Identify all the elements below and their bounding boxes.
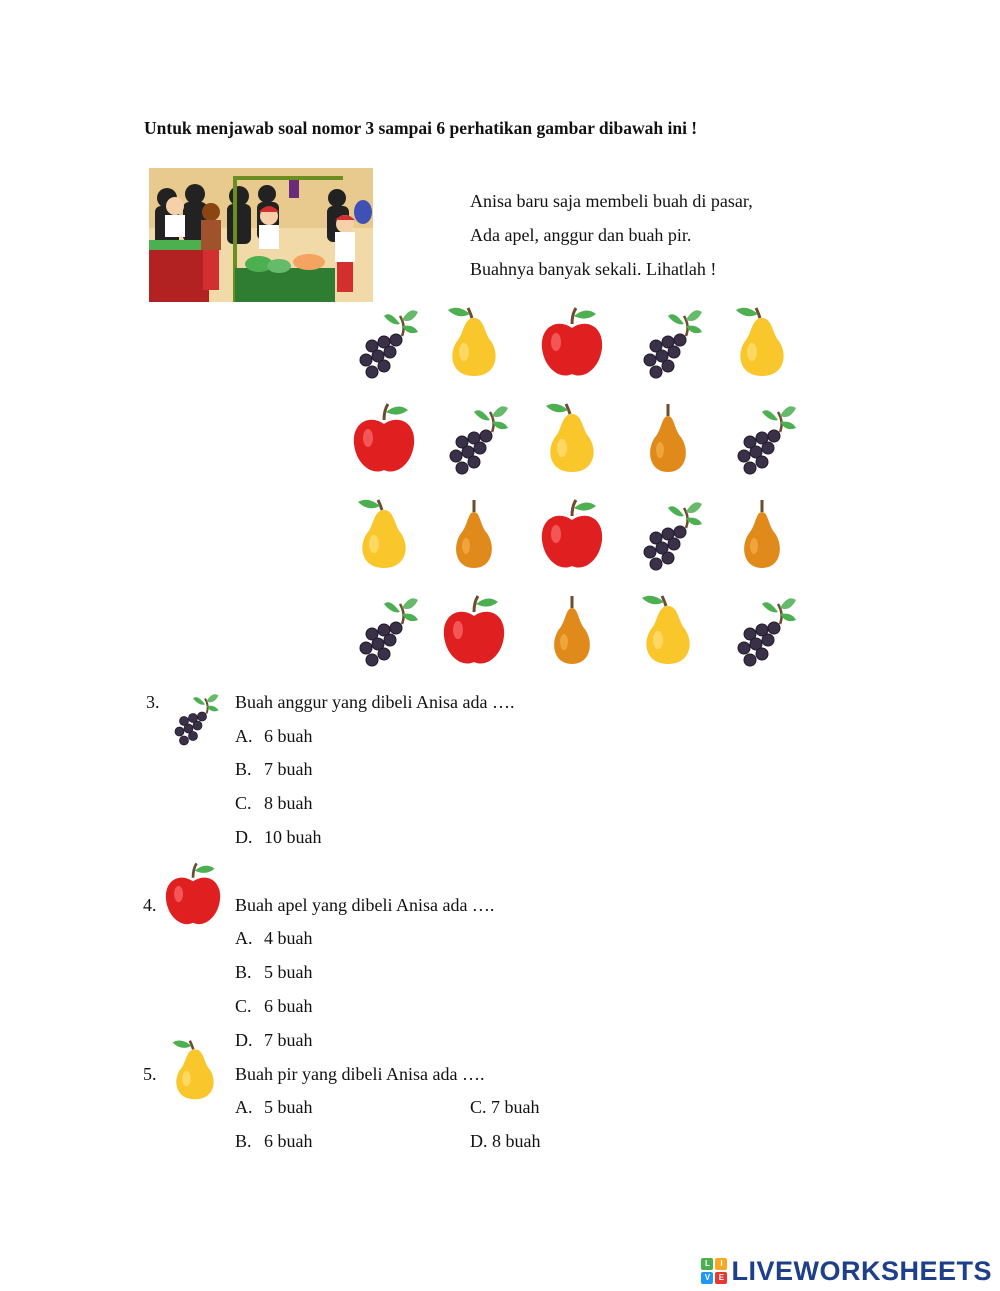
- question-3-option-b[interactable]: B. 7 buah: [235, 759, 313, 779]
- question-3-number: 3.: [146, 692, 160, 712]
- grape-icon: [726, 398, 798, 478]
- orange-pear-icon: [438, 494, 510, 574]
- story-line: Anisa baru saja membeli buah di pasar,: [470, 191, 753, 211]
- orange-pear-icon: [536, 590, 608, 670]
- fruit-grid: [340, 300, 810, 680]
- question-5-option-c[interactable]: C. 7 buah: [470, 1097, 540, 1117]
- logo-block: V: [701, 1272, 713, 1284]
- pear-icon: [348, 494, 420, 574]
- question-3-option-d[interactable]: D. 10 buah: [235, 827, 322, 847]
- logo-block: L: [701, 1258, 713, 1270]
- apple-icon: [438, 590, 510, 670]
- question-5-number: 5.: [143, 1064, 157, 1084]
- grape-icon: [348, 302, 420, 382]
- grape-icon: [348, 590, 420, 670]
- question-4-option-a[interactable]: A. 4 buah: [235, 928, 313, 948]
- grape-icon: [166, 682, 220, 759]
- orange-pear-icon: [726, 494, 798, 574]
- question-4-option-c[interactable]: C. 6 buah: [235, 996, 313, 1016]
- story-line: Buahnya banyak sekali. Lihatlah !: [470, 259, 717, 279]
- apple-icon: [348, 398, 420, 478]
- question-4-option-d[interactable]: D. 7 buah: [235, 1030, 313, 1050]
- liveworksheets-logo[interactable]: [701, 1256, 992, 1286]
- apple-icon: [536, 302, 608, 382]
- grape-icon: [726, 590, 798, 670]
- orange-pear-icon: [632, 398, 704, 478]
- question-3-option-a[interactable]: A. 6 buah: [235, 726, 313, 746]
- grape-icon: [632, 302, 704, 382]
- story-line: Ada apel, anggur dan buah pir.: [470, 225, 692, 245]
- brand-name: LIVEWORKSHEETS: [731, 1255, 992, 1286]
- grape-icon: [632, 494, 704, 574]
- grape-icon: [438, 398, 510, 478]
- pear-icon: [536, 398, 608, 478]
- logo-blocks-icon: [701, 1258, 727, 1284]
- story-text: [470, 184, 753, 286]
- question-3-text: Buah anggur yang dibeli Anisa ada ….: [235, 692, 515, 712]
- question-4-number: 4.: [143, 895, 157, 915]
- question-5-option-d[interactable]: D. 8 buah: [470, 1131, 541, 1151]
- pear-icon: [632, 590, 704, 670]
- question-5-option-a[interactable]: A. 5 buah: [235, 1097, 313, 1117]
- logo-block: I: [715, 1258, 727, 1270]
- question-3-option-c[interactable]: C. 8 buah: [235, 793, 313, 813]
- pear-icon: [726, 302, 798, 382]
- apple-icon: [160, 858, 226, 935]
- pear-icon: [164, 1032, 226, 1113]
- pear-icon: [438, 302, 510, 382]
- apple-icon: [536, 494, 608, 574]
- instruction-heading: Untuk menjawab soal nomor 3 sampai 6 perhatikan gambar dibawah ini !: [144, 118, 698, 138]
- question-5-option-b[interactable]: B. 6 buah: [235, 1131, 313, 1151]
- question-5-text: Buah pir yang dibeli Anisa ada ….: [235, 1064, 485, 1084]
- logo-block: E: [715, 1272, 727, 1284]
- question-4-option-b[interactable]: B. 5 buah: [235, 962, 313, 982]
- question-4-text: Buah apel yang dibeli Anisa ada ….: [235, 895, 495, 915]
- market-scene-illustration: [149, 168, 373, 302]
